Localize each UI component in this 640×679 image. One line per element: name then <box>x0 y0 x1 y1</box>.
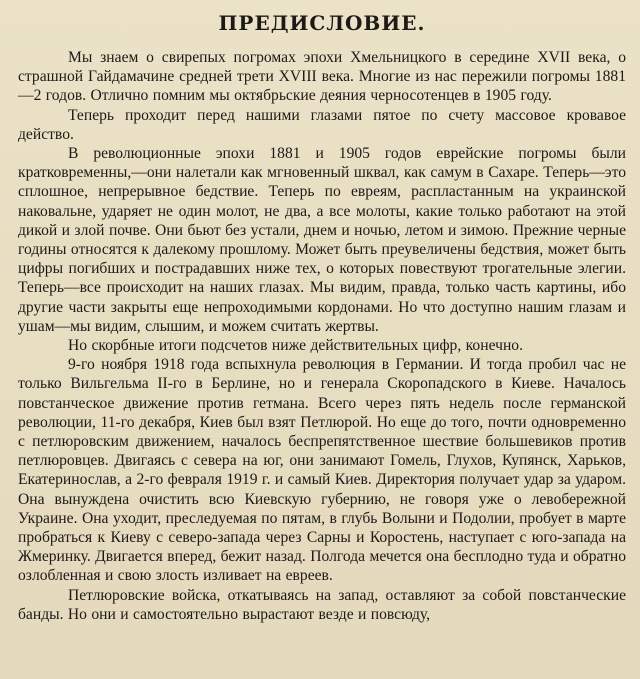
paragraph: Петлюровские войска, откатываясь на запад, оставляют за собой повстанческие банды. Но они и самостоятельно вырастают везде и повсюду, <box>18 586 626 623</box>
page-title: ПРЕДИСЛОВИЕ. <box>218 11 426 35</box>
paragraph: Но скорбные итоги подсчетов ниже действительных цифр, конечно. <box>68 337 523 355</box>
paragraph: Мы знаем о свирепых погромах эпохи Хмельницкого в середине XVII века, о страшной Гайдамачине средней трети XVIII века. Многие из нас пережили погромы 1881—2 годов. Отлично помним мы октябрьские деяния черносотенцев в 1905 году. <box>18 49 626 105</box>
paragraph: В революционные эпохи 1881 и 1905 годов еврейские погромы были кратковременны,—они налетали как мгновенный шквал, как самум в Сахаре. Теперь—это сплошное, непрерывное бедствие. Теперь по евреям, распластанным на украинской наковальне, ударяет не один молот, не два, а все молоты, какие только работают на этой дикой и злой почве. Они бьют без устали, днем и ночью, летом и зимою. Прежние черные годины относятся к далекому прошлому. Может быть преувеличены бедствия, может быть цифры погибших и пострадавших ниже тех, о которых повествуют трогательные элегии. Теперь—все происходит на наших глазах. Мы видим, правда, только часть картины, ибо другие части закрыты еще непроходимыми кордонами. Но что доступно нашим глазам и ушам—мы видим, слышим, и можем считать жертвы. <box>18 145 626 335</box>
paragraph: 9-го ноября 1918 года вспыхнула революция в Германии. И тогда пробил час не только Вильгельма II-го в Берлине, но и генерала Скоропадского в Киеве. Началось повстанческое движение против гетмана. Всего через пять недель после германской революции, 11-го декабря, Киев был взят Петлюрой. Но еще до того, почти одновременно с петлюровским движением, началось беспрепятственное шествие большевиков против петлюровцев. Двигаясь с севера на юг, они занимают Гомель, Глухов, Купянск, Харьков, Екатеринослав, а 2-го февраля 1919 г. и самый Киев. Директория получает удар за ударом. Она вынуждена очистить всю Киевскую губернию, не говоря уже о левобережной Украине. Она уходит, преследуемая по пятам, в глубь Волыни и Подолии, пробует в марте пробраться к Киеву с северо-запада через Сарны и Коростень, наступает с юго-запада на Жмеринку. Двигается вперед, бежит назад. Полгода мечется она бесплодно туда и обратно озлобленная и свою злость изливает на евреев. <box>18 356 626 585</box>
paragraph: Теперь проходит перед нашими глазами пятое по счету массовое кровавое действо. <box>18 106 626 143</box>
